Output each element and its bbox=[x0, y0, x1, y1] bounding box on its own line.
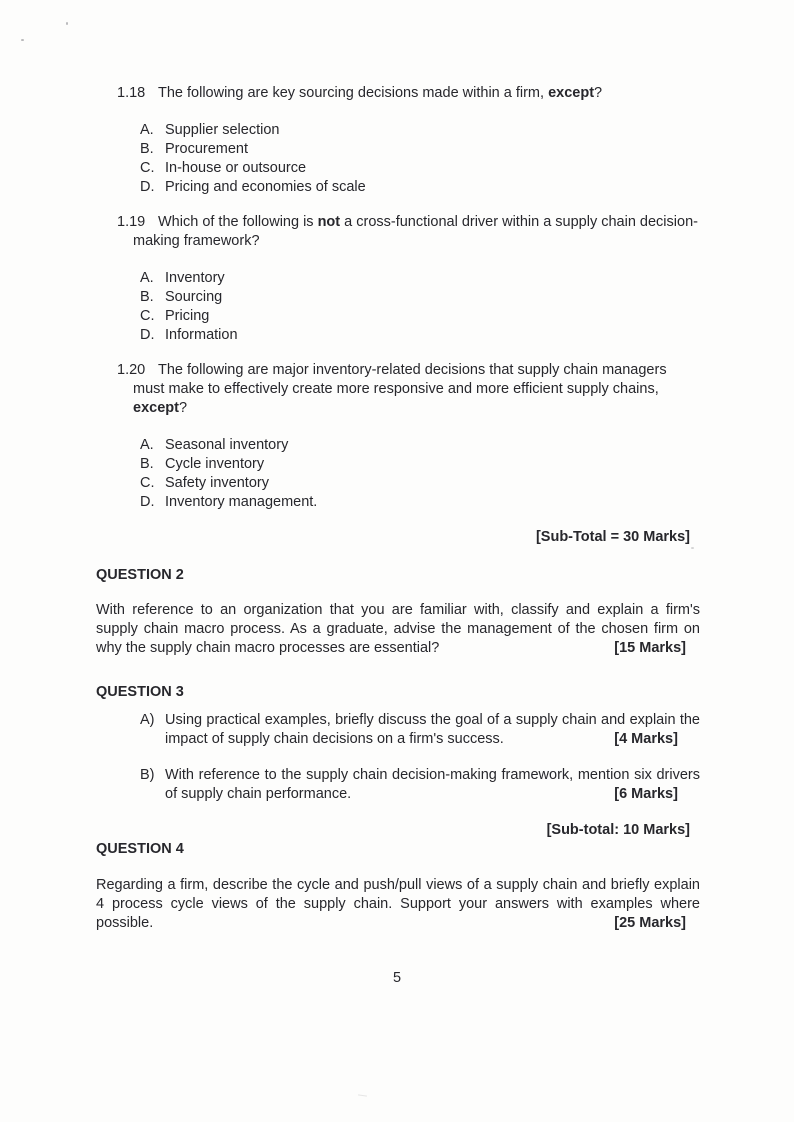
option-text: Sourcing bbox=[165, 289, 223, 305]
question-bold-word: except bbox=[133, 400, 179, 416]
question3-header: QUESTION 3 bbox=[96, 684, 184, 700]
option-letter: B. bbox=[140, 456, 154, 472]
mcq-question-1-18 bbox=[96, 84, 700, 197]
option-c bbox=[140, 307, 700, 326]
question2-body bbox=[96, 601, 700, 658]
question3-subtotal: [Sub-total: 10 Marks] bbox=[546, 822, 690, 838]
question-number: 1.19 bbox=[117, 214, 146, 230]
question-text: Which of the following is bbox=[158, 214, 318, 230]
option-letter: C. bbox=[140, 308, 155, 324]
scan-speck bbox=[358, 1094, 367, 1096]
question4-marks: [25 Marks] bbox=[614, 915, 686, 931]
option-text: In-house or outsource bbox=[165, 160, 307, 176]
options-list bbox=[96, 121, 700, 197]
options-list bbox=[96, 436, 700, 512]
option-text: Pricing and economies of scale bbox=[165, 179, 366, 195]
question-number: 1.20 bbox=[117, 362, 146, 378]
question-text: The following are key sourcing decisions made within a firm, bbox=[158, 85, 549, 101]
option-text: Inventory bbox=[165, 270, 225, 286]
question2-text: With reference to an organization that you are familiar with, classify and explain a firm's supply chain macro process. As a graduate, advise the management of the chosen firm on why the supply chain macro processes are essential? bbox=[96, 602, 700, 656]
option-a bbox=[140, 121, 700, 140]
question-line bbox=[117, 213, 700, 251]
option-c bbox=[140, 474, 700, 493]
option-letter: D. bbox=[140, 327, 155, 343]
option-text: Safety inventory bbox=[165, 475, 269, 491]
option-letter: A. bbox=[140, 437, 154, 453]
question-text: The following are major inventory-related decisions that supply chain managers must make to effectively create more responsive and more efficient supply chains, bbox=[133, 362, 667, 397]
question4-body bbox=[96, 876, 700, 933]
option-a bbox=[140, 269, 700, 288]
option-text: Supplier selection bbox=[165, 122, 280, 138]
option-letter: B. bbox=[140, 289, 154, 305]
scan-speck bbox=[21, 39, 24, 41]
option-d bbox=[140, 326, 700, 345]
question-line bbox=[117, 84, 700, 103]
question4-header: QUESTION 4 bbox=[96, 841, 184, 857]
question2-header: QUESTION 2 bbox=[96, 567, 184, 583]
options-list bbox=[96, 269, 700, 345]
option-letter: D. bbox=[140, 494, 155, 510]
question-text-after: a cross-functional driver within a supply chain decision-making framework? bbox=[133, 214, 698, 249]
question-text-after: ? bbox=[178, 400, 188, 416]
option-b bbox=[140, 140, 700, 159]
item-text: Using practical examples, briefly discuss the goal of a supply chain and explain the impact of supply chain decisions on a firm's success. bbox=[165, 712, 700, 747]
option-letter: D. bbox=[140, 179, 155, 195]
page-number: 5 bbox=[392, 970, 402, 986]
item-marks: [4 Marks] bbox=[639, 730, 686, 749]
question4-text: Regarding a firm, describe the cycle and push/pull views of a supply chain and briefly explain 4 process cycle views of the supply chain. Support your answers with examples where possible. bbox=[96, 877, 700, 931]
page-content bbox=[96, 84, 700, 933]
question-bold-word: not bbox=[317, 214, 341, 230]
option-text: Procurement bbox=[165, 141, 249, 157]
option-letter: C. bbox=[140, 475, 155, 491]
option-text: Cycle inventory bbox=[165, 456, 265, 472]
question3-item-b bbox=[140, 766, 700, 804]
option-a bbox=[140, 436, 700, 455]
question2-marks: [15 Marks] bbox=[614, 640, 686, 656]
item-letter: A) bbox=[140, 712, 155, 728]
question-text-after: ? bbox=[594, 85, 603, 101]
item-letter: B) bbox=[140, 767, 155, 783]
item-text: With reference to the supply chain decision-making framework, mention six drivers of supply chain performance. bbox=[165, 767, 700, 802]
option-text: Seasonal inventory bbox=[165, 437, 289, 453]
question3-item-a bbox=[140, 711, 700, 749]
question-number: 1.18 bbox=[117, 85, 146, 101]
question-line bbox=[117, 361, 700, 418]
option-text: Pricing bbox=[165, 308, 210, 324]
option-letter: B. bbox=[140, 141, 154, 157]
mcq-question-1-20 bbox=[96, 361, 700, 512]
mcq-question-1-19 bbox=[96, 213, 700, 345]
option-d bbox=[140, 178, 700, 197]
option-letter: C. bbox=[140, 160, 155, 176]
question-bold-word: except bbox=[548, 85, 595, 101]
option-text: Information bbox=[165, 327, 238, 343]
option-text: Inventory management. bbox=[165, 494, 318, 510]
option-b bbox=[140, 288, 700, 307]
scan-speck bbox=[66, 22, 68, 25]
option-b bbox=[140, 455, 700, 474]
item-marks: [6 Marks] bbox=[639, 785, 686, 804]
option-letter: A. bbox=[140, 270, 154, 286]
option-letter: A. bbox=[140, 122, 154, 138]
option-d bbox=[140, 493, 700, 512]
section1-subtotal: [Sub-Total = 30 Marks] bbox=[535, 529, 690, 545]
option-c bbox=[140, 159, 700, 178]
